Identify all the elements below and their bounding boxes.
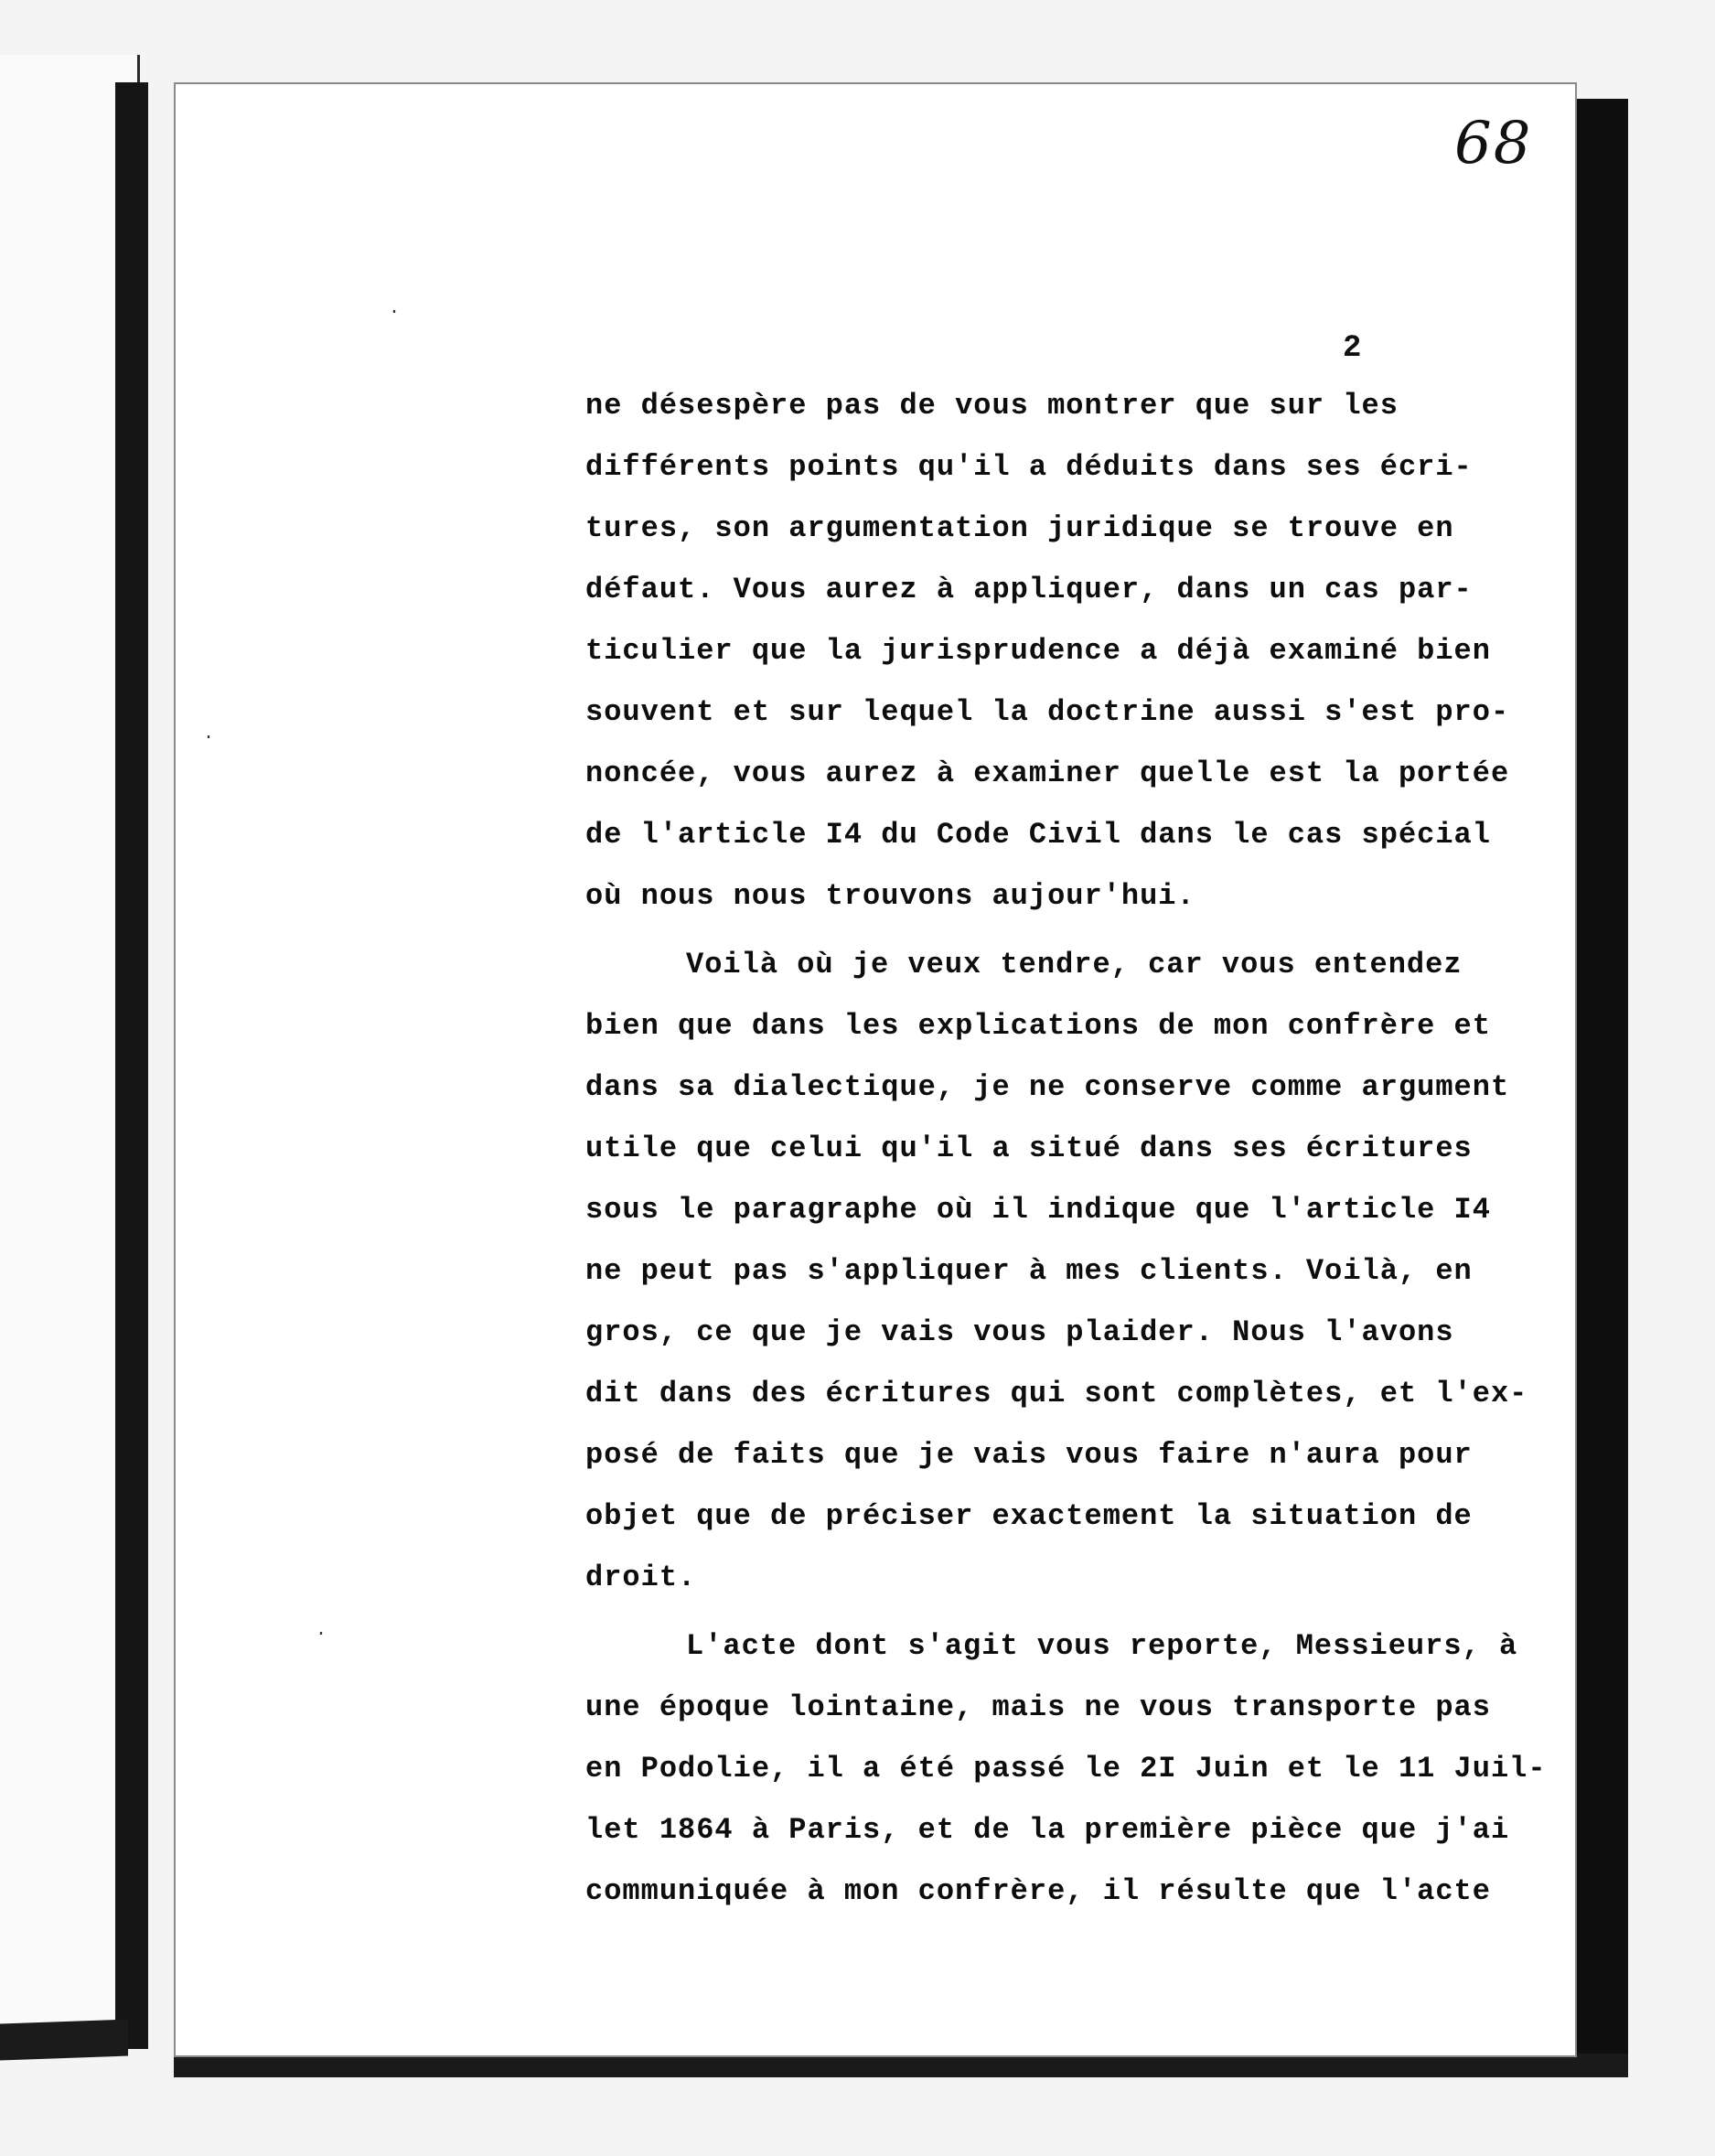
paragraph [585, 934, 1555, 1608]
text-line: en Podolie, il a été passé le 2I Juin et le 11 Juil- [585, 1752, 1547, 1786]
stray-mark: · [316, 1624, 327, 1645]
text-line: dit dans des écritures qui sont complètes, et l'ex- [585, 1377, 1528, 1411]
text-line: une époque lointaine, mais ne vous transporte pas [585, 1690, 1491, 1724]
text-line: noncée, vous aurez à examiner quelle est la portée [585, 756, 1510, 790]
text-line: ne peut pas s'appliquer à mes clients. Voilà, en [585, 1254, 1473, 1288]
text-line: Voilà où je veux tendre, car vous entendez [686, 948, 1463, 981]
text-line: ticulier que la jurisprudence a déjà examiné bien [585, 634, 1491, 668]
folio-number: 68 [1454, 110, 1533, 177]
text-line: objet que de préciser exactement la situation de [585, 1499, 1473, 1533]
stray-mark: · [203, 727, 215, 748]
sheet-right-shadow [1575, 99, 1628, 2065]
text-line: défaut. Vous aurez à appliquer, dans un cas par- [585, 573, 1473, 606]
text-line: de l'article I4 du Code Civil dans le cas spécial [585, 818, 1491, 852]
text-line: où nous nous trouvons aujour'hui. [585, 879, 1195, 913]
text-line: let 1864 à Paris, et de la première pièce que j'ai [585, 1813, 1510, 1847]
page-number: 2 [1343, 331, 1362, 366]
text-line: utile que celui qu'il a situé dans ses écritures [585, 1132, 1473, 1165]
stray-mark: · [389, 302, 401, 323]
paragraph [585, 375, 1555, 927]
typewritten-body [585, 375, 1555, 1922]
text-line: sous le paragraphe où il indique que l'article I4 [585, 1193, 1491, 1227]
binder-spine-edge [115, 82, 148, 2049]
binder-bottom-edge [0, 2020, 128, 2061]
text-line: gros, ce que je vais vous plaider. Nous l'avons [585, 1315, 1454, 1349]
paragraph [585, 1615, 1555, 1922]
text-line: dans sa dialectique, je ne conserve comme argument [585, 1070, 1510, 1104]
text-line: communiquée à mon confrère, il résulte que l'acte [585, 1874, 1491, 1908]
text-line: différents points qu'il a déduits dans ses écri- [585, 450, 1473, 484]
text-line: souvent et sur lequel la doctrine aussi s'est pro- [585, 695, 1510, 729]
text-line: tures, son argumentation juridique se trouve en [585, 511, 1454, 545]
text-line: L'acte dont s'agit vous reporte, Messieurs, à [686, 1629, 1518, 1663]
text-line: ne désespère pas de vous montrer que sur les [585, 389, 1399, 423]
text-line: droit. [585, 1561, 697, 1594]
text-line: posé de faits que je vais vous faire n'aura pour [585, 1438, 1473, 1472]
text-line: bien que dans les explications de mon confrère et [585, 1009, 1491, 1043]
